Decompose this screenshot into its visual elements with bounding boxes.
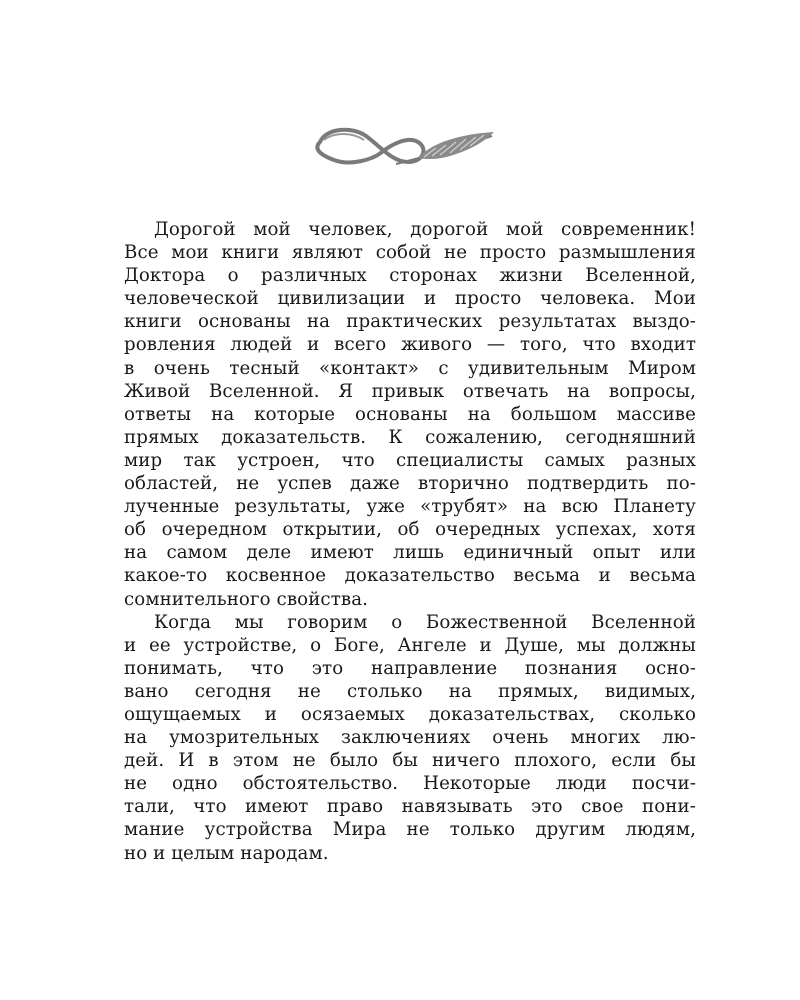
text-line: дей. И в этом не было бы ничего плохого, если бы (124, 750, 696, 772)
text-line: мир так устроен, что специалисты самых разных (124, 449, 696, 471)
text-line: вано сегодня не столько на прямых, видимых, (124, 680, 696, 702)
text-line: человеческой цивилизации и просто человека. Мои (124, 288, 696, 310)
text-line: Все мои книги являют собой не просто размышления (124, 242, 696, 264)
text-line: сомнительного свойства. (124, 588, 369, 610)
text-line: ощущаемых и осязаемых доказательствах, сколько (124, 703, 696, 725)
text-line: в очень тесный «контакт» с удивительным Миром (124, 357, 696, 379)
text-line: но и целым народам. (124, 842, 329, 864)
feather-flourish-icon (300, 118, 500, 178)
text-line: на умозрительных заключениях очень многих лю- (124, 727, 696, 749)
text-line: тали, что имеют право навязывать это свое пони- (124, 796, 696, 818)
text-line: ответы на которые основаны на большом массиве (124, 403, 696, 425)
text-line: Живой Вселенной. Я привык отвечать на вопросы, (124, 380, 696, 402)
text-line: ровления людей и всего живого — того, что входит (124, 334, 696, 356)
text-line: об очередном открытии, об очередных успехах, хотя (124, 519, 696, 541)
body-text (124, 218, 696, 865)
text-line: лученные результаты, уже «трубят» на всю Планету (124, 496, 696, 518)
text-line: книги основаны на практических результатах выздо- (124, 311, 696, 333)
text-line: какое-то косвенное доказательство весьма и весьма (124, 565, 696, 587)
text-line: мание устройства Мира не только другим людям, (124, 819, 696, 841)
text-line: Когда мы говорим о Божественной Вселенной (154, 611, 696, 633)
text-line: Доктора о различных сторонах жизни Вселенной, (124, 265, 696, 287)
text-line: Дорогой мой человек, дорогой мой современник! (154, 219, 696, 240)
text-line: прямых доказательств. К сожалению, сегодняшний (124, 426, 696, 448)
text-line: областей, не успев даже вторично подтвердить по- (124, 473, 696, 495)
text-line: и ее устройстве, о Боге, Ангеле и Душе, мы должны (124, 634, 696, 656)
text-line: понимать, что это направление познания осно- (124, 657, 696, 679)
text-line: не одно обстоятельство. Некоторые люди посчи- (124, 773, 696, 795)
text-line: на самом деле имеют лишь единичный опыт или (124, 542, 696, 564)
